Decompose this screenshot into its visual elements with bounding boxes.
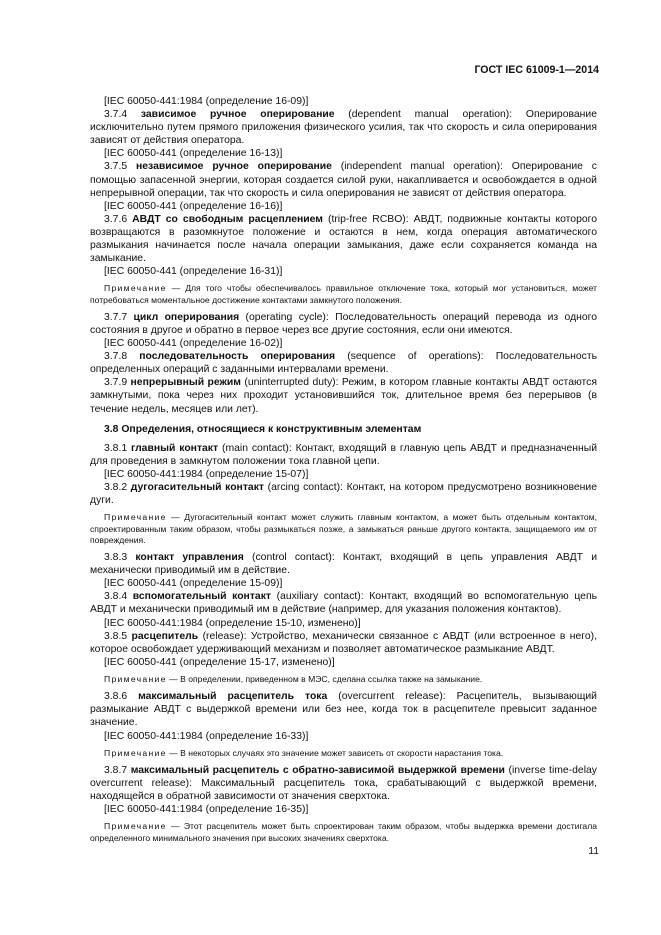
term-body: (auxiliary contact): Контакт, входящий во вспомогательную цепь АВДТ и механически приводимый им в действие (например, для указания положения контактов). [90,591,597,616]
term-name: контакт управления [135,552,244,564]
term-body: (trip-free RCBO): АВДТ, подвижные контакты которого возвращаются в разомкнутое положение и остаются в нем, когда операция автоматического размыкания начинается после начала операции замыкания, даже если сохраняется команда на замыкание. [90,213,597,265]
term-body: (arcing contact): Контакт, на котором предусмотрено возникновение дуги. [90,482,598,507]
note: Примечание — Этот расцепитель может быть спроектирован таким образом, чтобы выдержка времени достигала определенного минимального значения при высоких значениях сверхтока. [90,821,597,843]
term-name: зависимое ручное оперирование [140,109,335,121]
definition-3-8-6 [90,690,597,729]
definition-3-8-5 [90,630,597,656]
term-body: (overcurrent release): Расцепитель, вызывающий размыкание АВДТ с выдержкой времени или без нее, когда ток в расцепителе превысит заданное значение. [90,691,597,729]
definition-3-8-2 [90,481,597,507]
definition-3-7-7 [90,311,597,337]
note-text: В некоторых случаях это значение может зависеть от скорости нарастания тока. [180,747,504,758]
note-label: Примечание [104,821,167,832]
term-number: 3.7.8 [104,351,140,363]
reference: [IEC 60050-441:1984 (определение 15-10, изменено)] [104,617,361,629]
term-number: 3.7.9 [104,377,131,389]
reference: [IEC 60050-441 (определение 16-13)] [104,148,283,160]
term-name: цикл оперирования [133,311,240,323]
note: Примечание — В определении, приведенном в МЭС, сделана ссылка также на замыкание. [104,673,483,684]
standard-header: ГОСТ IEC 61009-1—2014 [474,64,599,76]
note-text: Этот расцепитель может быть спроектирован таким образом, чтобы выдержка времени достигала определенного минимального значения при высоких значениях сверхтока. [90,821,597,843]
note: Примечание — Дугогасительный контакт может служить главным контактом, а может быть отдельным контактом, спроектированным таким образом, чтобы размыкаться позже, а замыкаться раньше другого контакта, защищаемого им от повреждения. [90,512,597,545]
reference: [IEC 60050-441:1984 (определение 16-33)] [104,730,309,742]
term-name: максимальный расцепитель с обратно-зависимой выдержкой времени [130,764,505,776]
note-label: Примечание [104,512,167,523]
note-text: Дугогасительный контакт может служить главным контактом, а может быть отдельным контактом, спроектированным таким образом, чтобы размыкаться позже, а замыкаться раньше другого контакта, защищаемого им от повреждения. [90,512,597,545]
reference: [IEC 60050-441 (определение 15-17, изменено)] [104,656,335,668]
term-name: дугогасительный контакт [130,482,264,494]
term-body: (dependent manual operation): Оперирование исключительно путем прямого приложения физического усилия, так что скорость и сила оперирования зависят от действия оператора. [90,109,597,147]
term-name: максимальный расцепитель тока [138,691,328,703]
page-number: 11 [588,846,599,857]
term-body: (independent manual operation): Оперирование с помощью запасенной энергии, которая создается силой руки, накапливается и освобождается в одной непрерывной операции, так что скорость и сила оперирования не зависят от действия оператора. [90,161,597,199]
definition-3-7-9 [90,376,597,415]
definition-3-7-5 [90,160,597,199]
term-body: (inverse time-delay overcurrent release): Максимальный расцепитель тока, срабатывающий с выдержкой времени, находящейся в обратной зависимости от значения сверхтока. [90,764,597,803]
term-number: 3.8.6 [104,691,139,703]
definition-3-8-1 [90,442,597,468]
term-number: 3.7.6 [104,213,133,225]
note-label: Примечание [104,747,167,758]
definition-3-7-4 [90,108,597,147]
term-number: 3.7.7 [104,311,134,323]
definition-3-8-3 [90,551,597,577]
term-body: (sequence of operations): Последовательность определенных операций с заданными интервалами времени. [90,351,597,376]
reference: [IEC 60050-441 (определение 16-16)] [104,200,283,212]
definition-3-8-4 [90,590,597,616]
term-body: (control contact): Контакт, входящий в цепь управления АВДТ и механически приводимый им в действие. [90,552,597,577]
note: Примечание — Для того чтобы обеспечивалось правильное отключение тока, который мог установиться, может потребоваться моментальное достижение контактами замкнутого положения. [90,283,597,305]
term-number: 3.8.7 [104,764,131,776]
term-name: непрерывный режим [130,377,241,389]
note-text: Для того чтобы обеспечивалось правильное отключение тока, который мог установиться, может потребоваться моментальное достижение контактами замкнутого положения. [90,283,597,305]
term-name: расцепитель [131,630,199,642]
reference: [IEC 60050-441 (определение 16-31)] [104,266,283,278]
term-name: последовательность оперирования [139,351,336,363]
term-number: 3.7.4 [104,109,141,121]
term-number: 3.7.5 [104,161,136,173]
definition-3-7-6 [90,213,597,265]
reference: [IEC 60050-441:1984 (определение 16-35)] [104,804,309,816]
definition-3-8-7 [90,764,597,803]
term-body: (uninterrupted duty): Режим, в котором главные контакты АВДТ остаются замкнутыми, пока через них проходит установившийся ток, длительное время без перерывов (в течение недель, месяцев или лет). [90,377,598,415]
term-number: 3.8.2 [104,482,131,494]
term-name: независимое ручное оперирование [135,161,332,173]
term-number: 3.8.5 [104,630,132,642]
reference: [IEC 60050-441:1984 (определение 15-07)] [104,468,309,480]
term-name: АВДТ со свободным расцеплением [132,213,323,225]
reference: [IEC 60050-441 (определение 15-09)] [104,578,283,590]
note-label: Примечание [104,673,167,684]
note-text: В определении, приведенном в МЭС, сделана ссылка также на замыкание. [180,673,483,684]
note-label: Примечание [104,283,167,294]
reference: [IEC 60050-441 (определение 16-02)] [104,338,283,350]
term-number: 3.8.4 [104,591,133,603]
note: Примечание — В некоторых случаях это значение может зависеть от скорости нарастания тока. [104,747,504,758]
term-body: (operating cycle): Последовательность операций перевода из одного состояния в другое и обратно в первое через все другие состояния, если они имеются. [90,311,598,336]
reference: [IEC 60050-441:1984 (определение 16-09)] [104,96,309,107]
definition-3-7-8 [90,350,597,376]
term-name: вспомогательный контакт [132,591,271,603]
page-content [90,95,597,849]
section-heading-3-8: 3.8 Определения, относящиеся к конструктивным элементам [104,423,422,435]
term-body: (main contact): Контакт, входящий в главную цепь АВДТ и предназначенный для проведения в замкнутом положении тока главной цепи. [90,442,597,467]
term-body: (release): Устройство, механически связанное с АВДТ (или встроенное в него), которое освобождает удерживающий механизм и позволяет автоматическое размыкание АВДТ. [90,630,597,655]
term-number: 3.8.3 [104,552,136,564]
term-name: главный контакт [131,442,219,454]
term-number: 3.8.1 [104,442,131,454]
